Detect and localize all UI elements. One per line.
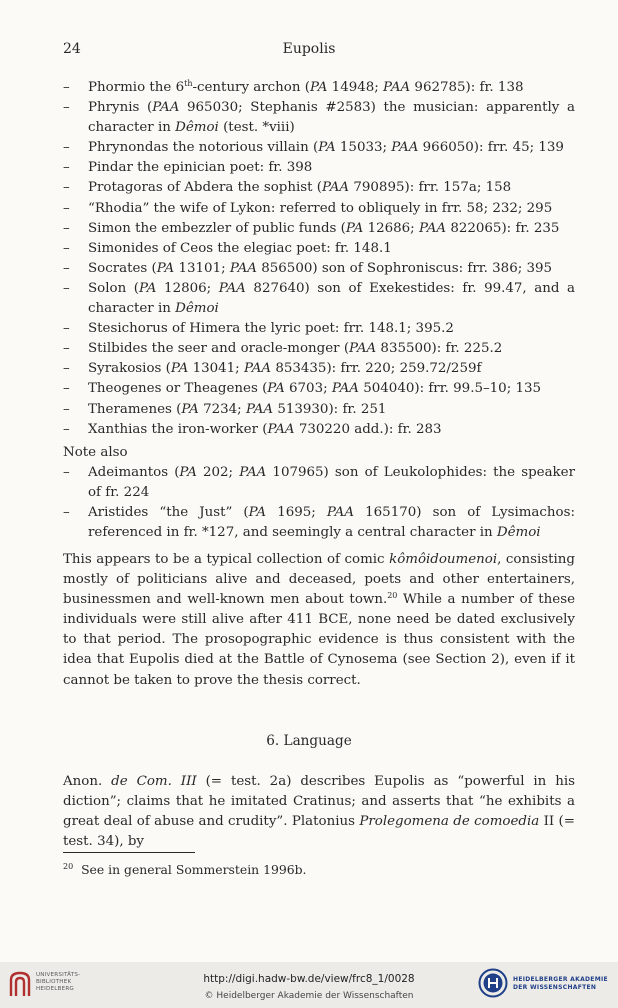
list-item-text: Pindar the epinician poet: fr. 398 [88, 160, 313, 176]
list-item-text: Phormio the 6th-century archon (PA 14948; PAA 962785): fr. 138 [88, 79, 524, 95]
copyright-notice: © Heidelberger Akademie der Wissenschaften [204, 991, 414, 1001]
list-dash: – [63, 140, 70, 156]
note-also-list [63, 463, 575, 543]
section-heading: 6. Language [266, 733, 352, 749]
kômôidoumenoi-list [63, 78, 575, 440]
list-item-text: “Rhodia” the wife of Lykon: referred to obliquely in frr. 58; 232; 295 [88, 200, 553, 216]
list-item [63, 463, 575, 503]
list-dash: – [63, 280, 70, 296]
running-title: Eupolis [282, 41, 336, 57]
list-item-text: Theramenes (PA 7234; PAA 513930): fr. 251 [88, 401, 387, 417]
footnote: $^{20}$ See in general Sommerstein 1996b. [63, 862, 307, 877]
list-dash: – [63, 341, 70, 357]
list-dash: – [63, 465, 70, 480]
list-dash: – [63, 160, 70, 176]
list-item [63, 319, 575, 339]
list-dash: – [63, 381, 70, 397]
list-dash: – [63, 505, 70, 521]
list-item [63, 158, 575, 178]
list-item-text: Protagoras of Abdera the sophist (PAA 790895): frr. 157a; 158 [88, 180, 512, 196]
list-item [63, 138, 575, 158]
list-dash: – [63, 100, 70, 116]
list-item-text: Theogenes or Theagenes (PA 6703; PAA 504040): frr. 99.5–10; 135 [88, 381, 542, 397]
list-dash: – [63, 200, 70, 216]
list-item [63, 503, 575, 543]
body-paragraph: This appears to be a typical collection of comic kômôidoumenoi, consisting mostly of politicians alive and deceased, poets and other entertainers, businessmen and well-known men about town.$^{20}$ While a number of these individuals were still alive after 411 BCE, none need be dated exclusively to that period. The prosopographic evidence is thus consistent with the idea that Eupolis died at the Battle of Cynosema (see Section 2), even if it cannot be taken to prove the thesis correct. [63, 552, 575, 688]
list-dash: – [63, 220, 70, 236]
library-name: UNIVERSITÄTS- BIBLIOTHEK HEIDELBERG [36, 972, 81, 992]
footnote-rule [63, 852, 195, 853]
list-item-text: Simon the embezzler of public funds (PA 12686; PAA 822065): fr. 235 [88, 220, 560, 236]
list-item [63, 98, 575, 138]
academy-logo-icon [478, 968, 508, 998]
list-item [63, 239, 575, 259]
list-dash: – [63, 240, 70, 256]
list-item [63, 279, 575, 319]
list-item [63, 78, 575, 98]
list-item [63, 420, 575, 440]
list-item-text: Stesichorus of Himera the lyric poet: frr. 148.1; 395.2 [88, 321, 454, 337]
list-item-text: Xanthias the iron-worker (PAA 730220 add.): fr. 283 [88, 421, 442, 437]
list-dash: – [63, 321, 70, 337]
list-dash: – [63, 260, 70, 276]
list-item [63, 359, 575, 379]
list-item-text: Solon (PA 12806; PAA 827640) son of Exekestides: fr. 99.47, and a character in Dêmoi [88, 280, 575, 317]
note-also-label: Note also [63, 445, 128, 460]
list-dash: – [63, 421, 70, 437]
list-item-text: Aristides “the Just” (PA 1695; PAA 165170) son of Lysimachos: referenced in fr. *127, and seemingly a central character in Dêmoi [88, 505, 575, 541]
list-item [63, 339, 575, 359]
list-dash: – [63, 80, 70, 95]
list-item-text: Stilbides the seer and oracle-monger (PAA 835500): fr. 225.2 [88, 341, 503, 357]
permalink-url[interactable]: http://digi.hadw-bw.de/view/frc8_1/0028 [203, 973, 415, 985]
list-item [63, 219, 575, 239]
page-number: 24 [63, 41, 81, 57]
list-item [63, 379, 575, 399]
list-item-text: Syrakosios (PA 13041; PAA 853435): frr. 220; 259.72/259f [88, 361, 482, 377]
list-dash: – [63, 401, 70, 417]
list-item-text: Adeimantos (PA 202; PAA 107965) son of Leukolophides: the speaker of fr. 224 [88, 465, 575, 501]
list-item-text: Socrates (PA 13101; PAA 856500) son of Sophroniscus: frr. 386; 395 [88, 260, 553, 276]
body-paragraph: Anon. de Com. III (= test. 2a) describes Eupolis as “powerful in his diction”; claims that he imitated Cratinus; and asserts that “he exhibits a great deal of abuse and crudity”. Platonius Prolegomena de comoedia II (= test. 34), by [63, 774, 576, 850]
list-item-text: Phrynondas the notorious villain (PA 15033; PAA 966050): frr. 45; 139 [88, 140, 564, 156]
list-dash: – [63, 180, 70, 196]
list-item-text: Phrynis (PAA 965030; Stephanis #2583) the musician: apparently a character in Dêmoi (test. *viii) [88, 100, 575, 136]
list-item [63, 199, 575, 219]
list-item [63, 259, 575, 279]
list-dash: – [63, 361, 70, 377]
list-item [63, 178, 575, 198]
list-item-text: Simonides of Ceos the elegiac poet: fr. 148.1 [88, 240, 392, 256]
list-item [63, 400, 575, 420]
academy-name: HEIDELBERGER AKADEMIE DER WISSENSCHAFTEN [513, 976, 608, 991]
